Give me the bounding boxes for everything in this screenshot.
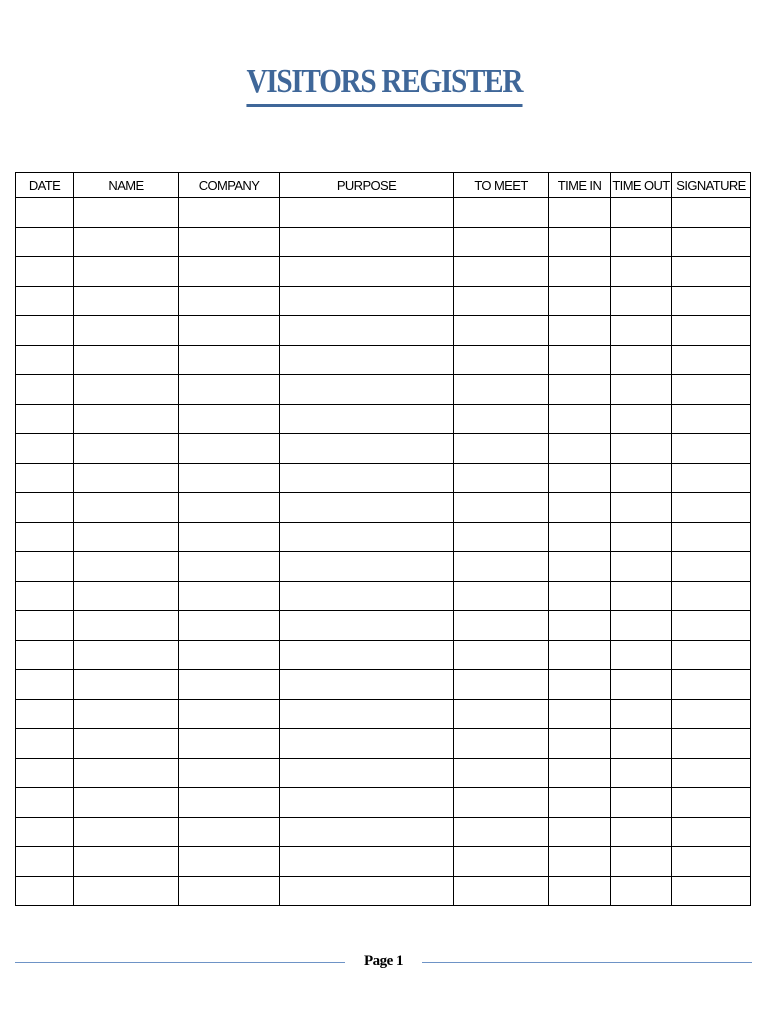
cell-time-out[interactable] bbox=[611, 581, 672, 611]
cell-date[interactable] bbox=[16, 434, 74, 464]
cell-signature[interactable] bbox=[672, 788, 751, 818]
cell-time-in[interactable] bbox=[549, 876, 611, 906]
cell-name[interactable] bbox=[74, 581, 179, 611]
cell-name[interactable] bbox=[74, 375, 179, 405]
table-row bbox=[16, 463, 751, 493]
cell-company[interactable] bbox=[179, 670, 280, 700]
cell-signature[interactable] bbox=[672, 316, 751, 346]
cell-time-in[interactable] bbox=[549, 227, 611, 257]
cell-signature[interactable] bbox=[672, 434, 751, 464]
cell-signature[interactable] bbox=[672, 758, 751, 788]
footer-rule-right bbox=[422, 962, 752, 963]
cell-date[interactable] bbox=[16, 670, 74, 700]
cell-time-out[interactable] bbox=[611, 227, 672, 257]
cell-purpose[interactable] bbox=[280, 404, 454, 434]
cell-company[interactable] bbox=[179, 345, 280, 375]
cell-purpose[interactable] bbox=[280, 581, 454, 611]
cell-to-meet[interactable] bbox=[454, 463, 549, 493]
column-header-purpose: PURPOSE bbox=[280, 173, 454, 198]
cell-company[interactable] bbox=[179, 522, 280, 552]
cell-name[interactable] bbox=[74, 316, 179, 346]
cell-to-meet[interactable] bbox=[454, 434, 549, 464]
cell-purpose[interactable] bbox=[280, 699, 454, 729]
cell-date[interactable] bbox=[16, 463, 74, 493]
cell-name[interactable] bbox=[74, 198, 179, 228]
cell-signature[interactable] bbox=[672, 375, 751, 405]
cell-name[interactable] bbox=[74, 345, 179, 375]
cell-to-meet[interactable] bbox=[454, 817, 549, 847]
cell-signature[interactable] bbox=[672, 817, 751, 847]
cell-time-out[interactable] bbox=[611, 434, 672, 464]
cell-company[interactable] bbox=[179, 699, 280, 729]
cell-time-out[interactable] bbox=[611, 876, 672, 906]
cell-time-in[interactable] bbox=[549, 316, 611, 346]
cell-name[interactable] bbox=[74, 611, 179, 641]
document-title: VISITORS REGISTER bbox=[246, 62, 522, 107]
page-number-label: Page 1 bbox=[363, 953, 404, 969]
cell-time-in[interactable] bbox=[549, 434, 611, 464]
cell-purpose[interactable] bbox=[280, 257, 454, 287]
cell-time-out[interactable] bbox=[611, 493, 672, 523]
cell-date[interactable] bbox=[16, 847, 74, 877]
cell-date[interactable] bbox=[16, 552, 74, 582]
cell-time-in[interactable] bbox=[549, 847, 611, 877]
cell-company[interactable] bbox=[179, 404, 280, 434]
cell-company[interactable] bbox=[179, 286, 280, 316]
cell-signature[interactable] bbox=[672, 847, 751, 877]
cell-company[interactable] bbox=[179, 316, 280, 346]
cell-purpose[interactable] bbox=[280, 876, 454, 906]
cell-time-out[interactable] bbox=[611, 640, 672, 670]
cell-name[interactable] bbox=[74, 227, 179, 257]
cell-purpose[interactable] bbox=[280, 198, 454, 228]
table-row bbox=[16, 198, 751, 228]
cell-time-out[interactable] bbox=[611, 463, 672, 493]
cell-purpose[interactable] bbox=[280, 552, 454, 582]
cell-to-meet[interactable] bbox=[454, 611, 549, 641]
cell-time-in[interactable] bbox=[549, 670, 611, 700]
table-row bbox=[16, 286, 751, 316]
cell-purpose[interactable] bbox=[280, 316, 454, 346]
cell-time-in[interactable] bbox=[549, 758, 611, 788]
cell-to-meet[interactable] bbox=[454, 758, 549, 788]
cell-date[interactable] bbox=[16, 493, 74, 523]
cell-purpose[interactable] bbox=[280, 788, 454, 818]
table-row bbox=[16, 611, 751, 641]
cell-purpose[interactable] bbox=[280, 522, 454, 552]
cell-time-in[interactable] bbox=[549, 640, 611, 670]
cell-company[interactable] bbox=[179, 817, 280, 847]
cell-time-in[interactable] bbox=[549, 493, 611, 523]
cell-time-out[interactable] bbox=[611, 699, 672, 729]
cell-purpose[interactable] bbox=[280, 463, 454, 493]
column-header-company: COMPANY bbox=[179, 173, 280, 198]
cell-signature[interactable] bbox=[672, 729, 751, 759]
cell-time-out[interactable] bbox=[611, 817, 672, 847]
cell-signature[interactable] bbox=[672, 699, 751, 729]
cell-date[interactable] bbox=[16, 375, 74, 405]
cell-date[interactable] bbox=[16, 729, 74, 759]
cell-purpose[interactable] bbox=[280, 817, 454, 847]
cell-company[interactable] bbox=[179, 581, 280, 611]
cell-date[interactable] bbox=[16, 198, 74, 228]
cell-signature[interactable] bbox=[672, 552, 751, 582]
cell-company[interactable] bbox=[179, 847, 280, 877]
column-header-time-out: TIME OUT bbox=[611, 173, 672, 198]
cell-to-meet[interactable] bbox=[454, 699, 549, 729]
cell-purpose[interactable] bbox=[280, 493, 454, 523]
cell-to-meet[interactable] bbox=[454, 729, 549, 759]
cell-name[interactable] bbox=[74, 286, 179, 316]
column-header-signature: SIGNATURE bbox=[672, 173, 751, 198]
cell-time-out[interactable] bbox=[611, 611, 672, 641]
cell-name[interactable] bbox=[74, 788, 179, 818]
cell-date[interactable] bbox=[16, 581, 74, 611]
cell-purpose[interactable] bbox=[280, 286, 454, 316]
cell-time-out[interactable] bbox=[611, 552, 672, 582]
cell-date[interactable] bbox=[16, 817, 74, 847]
footer-rule-left bbox=[15, 962, 345, 963]
cell-date[interactable] bbox=[16, 345, 74, 375]
cell-time-out[interactable] bbox=[611, 758, 672, 788]
cell-time-out[interactable] bbox=[611, 257, 672, 287]
cell-time-in[interactable] bbox=[549, 581, 611, 611]
cell-to-meet[interactable] bbox=[454, 493, 549, 523]
table-row bbox=[16, 847, 751, 877]
cell-time-out[interactable] bbox=[611, 847, 672, 877]
table-row bbox=[16, 552, 751, 582]
cell-name[interactable] bbox=[74, 493, 179, 523]
cell-time-out[interactable] bbox=[611, 316, 672, 346]
cell-to-meet[interactable] bbox=[454, 316, 549, 346]
cell-time-out[interactable] bbox=[611, 788, 672, 818]
cell-purpose[interactable] bbox=[280, 227, 454, 257]
cell-date[interactable] bbox=[16, 522, 74, 552]
table-row bbox=[16, 316, 751, 346]
cell-to-meet[interactable] bbox=[454, 286, 549, 316]
cell-purpose[interactable] bbox=[280, 729, 454, 759]
cell-date[interactable] bbox=[16, 788, 74, 818]
cell-to-meet[interactable] bbox=[454, 522, 549, 552]
cell-name[interactable] bbox=[74, 522, 179, 552]
cell-time-in[interactable] bbox=[549, 286, 611, 316]
column-header-name: NAME bbox=[74, 173, 179, 198]
table-row bbox=[16, 640, 751, 670]
table-row bbox=[16, 227, 751, 257]
table-body bbox=[16, 198, 751, 906]
cell-signature[interactable] bbox=[672, 286, 751, 316]
cell-time-in[interactable] bbox=[549, 788, 611, 818]
cell-signature[interactable] bbox=[672, 611, 751, 641]
cell-date[interactable] bbox=[16, 640, 74, 670]
cell-name[interactable] bbox=[74, 729, 179, 759]
cell-name[interactable] bbox=[74, 699, 179, 729]
cell-purpose[interactable] bbox=[280, 640, 454, 670]
cell-time-out[interactable] bbox=[611, 345, 672, 375]
cell-to-meet[interactable] bbox=[454, 640, 549, 670]
cell-to-meet[interactable] bbox=[454, 198, 549, 228]
cell-purpose[interactable] bbox=[280, 847, 454, 877]
cell-time-in[interactable] bbox=[549, 817, 611, 847]
table-row bbox=[16, 522, 751, 552]
cell-to-meet[interactable] bbox=[454, 581, 549, 611]
cell-date[interactable] bbox=[16, 699, 74, 729]
cell-name[interactable] bbox=[74, 463, 179, 493]
cell-date[interactable] bbox=[16, 758, 74, 788]
cell-company[interactable] bbox=[179, 493, 280, 523]
cell-purpose[interactable] bbox=[280, 375, 454, 405]
cell-signature[interactable] bbox=[672, 522, 751, 552]
table-row bbox=[16, 375, 751, 405]
table-row bbox=[16, 758, 751, 788]
cell-to-meet[interactable] bbox=[454, 375, 549, 405]
cell-company[interactable] bbox=[179, 434, 280, 464]
cell-name[interactable] bbox=[74, 847, 179, 877]
cell-signature[interactable] bbox=[672, 227, 751, 257]
visitors-register-table bbox=[15, 172, 751, 906]
table-row bbox=[16, 699, 751, 729]
cell-time-out[interactable] bbox=[611, 522, 672, 552]
cell-name[interactable] bbox=[74, 257, 179, 287]
cell-to-meet[interactable] bbox=[454, 345, 549, 375]
cell-name[interactable] bbox=[74, 404, 179, 434]
cell-time-in[interactable] bbox=[549, 345, 611, 375]
table-row bbox=[16, 581, 751, 611]
cell-time-in[interactable] bbox=[549, 552, 611, 582]
cell-signature[interactable] bbox=[672, 463, 751, 493]
column-header-to-meet: TO MEET bbox=[454, 173, 549, 198]
cell-company[interactable] bbox=[179, 198, 280, 228]
cell-name[interactable] bbox=[74, 758, 179, 788]
cell-time-in[interactable] bbox=[549, 198, 611, 228]
cell-company[interactable] bbox=[179, 463, 280, 493]
cell-name[interactable] bbox=[74, 817, 179, 847]
cell-company[interactable] bbox=[179, 729, 280, 759]
cell-signature[interactable] bbox=[672, 876, 751, 906]
document-title-wrapper bbox=[0, 62, 768, 107]
cell-purpose[interactable] bbox=[280, 434, 454, 464]
cell-signature[interactable] bbox=[672, 493, 751, 523]
column-header-date: DATE bbox=[16, 173, 74, 198]
cell-company[interactable] bbox=[179, 788, 280, 818]
cell-date[interactable] bbox=[16, 611, 74, 641]
cell-signature[interactable] bbox=[672, 198, 751, 228]
cell-purpose[interactable] bbox=[280, 345, 454, 375]
cell-date[interactable] bbox=[16, 227, 74, 257]
cell-signature[interactable] bbox=[672, 670, 751, 700]
cell-to-meet[interactable] bbox=[454, 876, 549, 906]
cell-company[interactable] bbox=[179, 758, 280, 788]
cell-time-in[interactable] bbox=[549, 611, 611, 641]
cell-purpose[interactable] bbox=[280, 670, 454, 700]
cell-time-out[interactable] bbox=[611, 375, 672, 405]
cell-company[interactable] bbox=[179, 227, 280, 257]
table-row bbox=[16, 670, 751, 700]
cell-signature[interactable] bbox=[672, 404, 751, 434]
column-header-time-in: TIME IN bbox=[549, 173, 611, 198]
cell-name[interactable] bbox=[74, 876, 179, 906]
cell-date[interactable] bbox=[16, 404, 74, 434]
table-row bbox=[16, 729, 751, 759]
cell-date[interactable] bbox=[16, 257, 74, 287]
cell-time-in[interactable] bbox=[549, 404, 611, 434]
cell-signature[interactable] bbox=[672, 640, 751, 670]
cell-date[interactable] bbox=[16, 286, 74, 316]
cell-to-meet[interactable] bbox=[454, 404, 549, 434]
cell-purpose[interactable] bbox=[280, 758, 454, 788]
cell-to-meet[interactable] bbox=[454, 257, 549, 287]
table-row bbox=[16, 434, 751, 464]
table-row bbox=[16, 876, 751, 906]
cell-purpose[interactable] bbox=[280, 611, 454, 641]
table-row bbox=[16, 493, 751, 523]
cell-time-out[interactable] bbox=[611, 198, 672, 228]
cell-company[interactable] bbox=[179, 552, 280, 582]
table-row bbox=[16, 788, 751, 818]
cell-to-meet[interactable] bbox=[454, 847, 549, 877]
cell-name[interactable] bbox=[74, 434, 179, 464]
cell-time-in[interactable] bbox=[549, 463, 611, 493]
cell-date[interactable] bbox=[16, 876, 74, 906]
cell-company[interactable] bbox=[179, 876, 280, 906]
cell-name[interactable] bbox=[74, 670, 179, 700]
table-row bbox=[16, 257, 751, 287]
table-row bbox=[16, 817, 751, 847]
cell-time-in[interactable] bbox=[549, 729, 611, 759]
cell-time-out[interactable] bbox=[611, 404, 672, 434]
table-row bbox=[16, 345, 751, 375]
cell-to-meet[interactable] bbox=[454, 552, 549, 582]
cell-to-meet[interactable] bbox=[454, 670, 549, 700]
cell-date[interactable] bbox=[16, 316, 74, 346]
cell-time-in[interactable] bbox=[549, 522, 611, 552]
header-row bbox=[16, 173, 751, 198]
cell-time-out[interactable] bbox=[611, 729, 672, 759]
cell-to-meet[interactable] bbox=[454, 788, 549, 818]
cell-time-out[interactable] bbox=[611, 670, 672, 700]
cell-time-in[interactable] bbox=[549, 699, 611, 729]
cell-signature[interactable] bbox=[672, 581, 751, 611]
cell-time-in[interactable] bbox=[549, 257, 611, 287]
table-header bbox=[16, 173, 751, 198]
table-row bbox=[16, 404, 751, 434]
cell-signature[interactable] bbox=[672, 257, 751, 287]
cell-name[interactable] bbox=[74, 640, 179, 670]
cell-company[interactable] bbox=[179, 257, 280, 287]
cell-company[interactable] bbox=[179, 375, 280, 405]
cell-signature[interactable] bbox=[672, 345, 751, 375]
cell-to-meet[interactable] bbox=[454, 227, 549, 257]
cell-name[interactable] bbox=[74, 552, 179, 582]
cell-time-out[interactable] bbox=[611, 286, 672, 316]
cell-company[interactable] bbox=[179, 611, 280, 641]
cell-time-in[interactable] bbox=[549, 375, 611, 405]
cell-company[interactable] bbox=[179, 640, 280, 670]
